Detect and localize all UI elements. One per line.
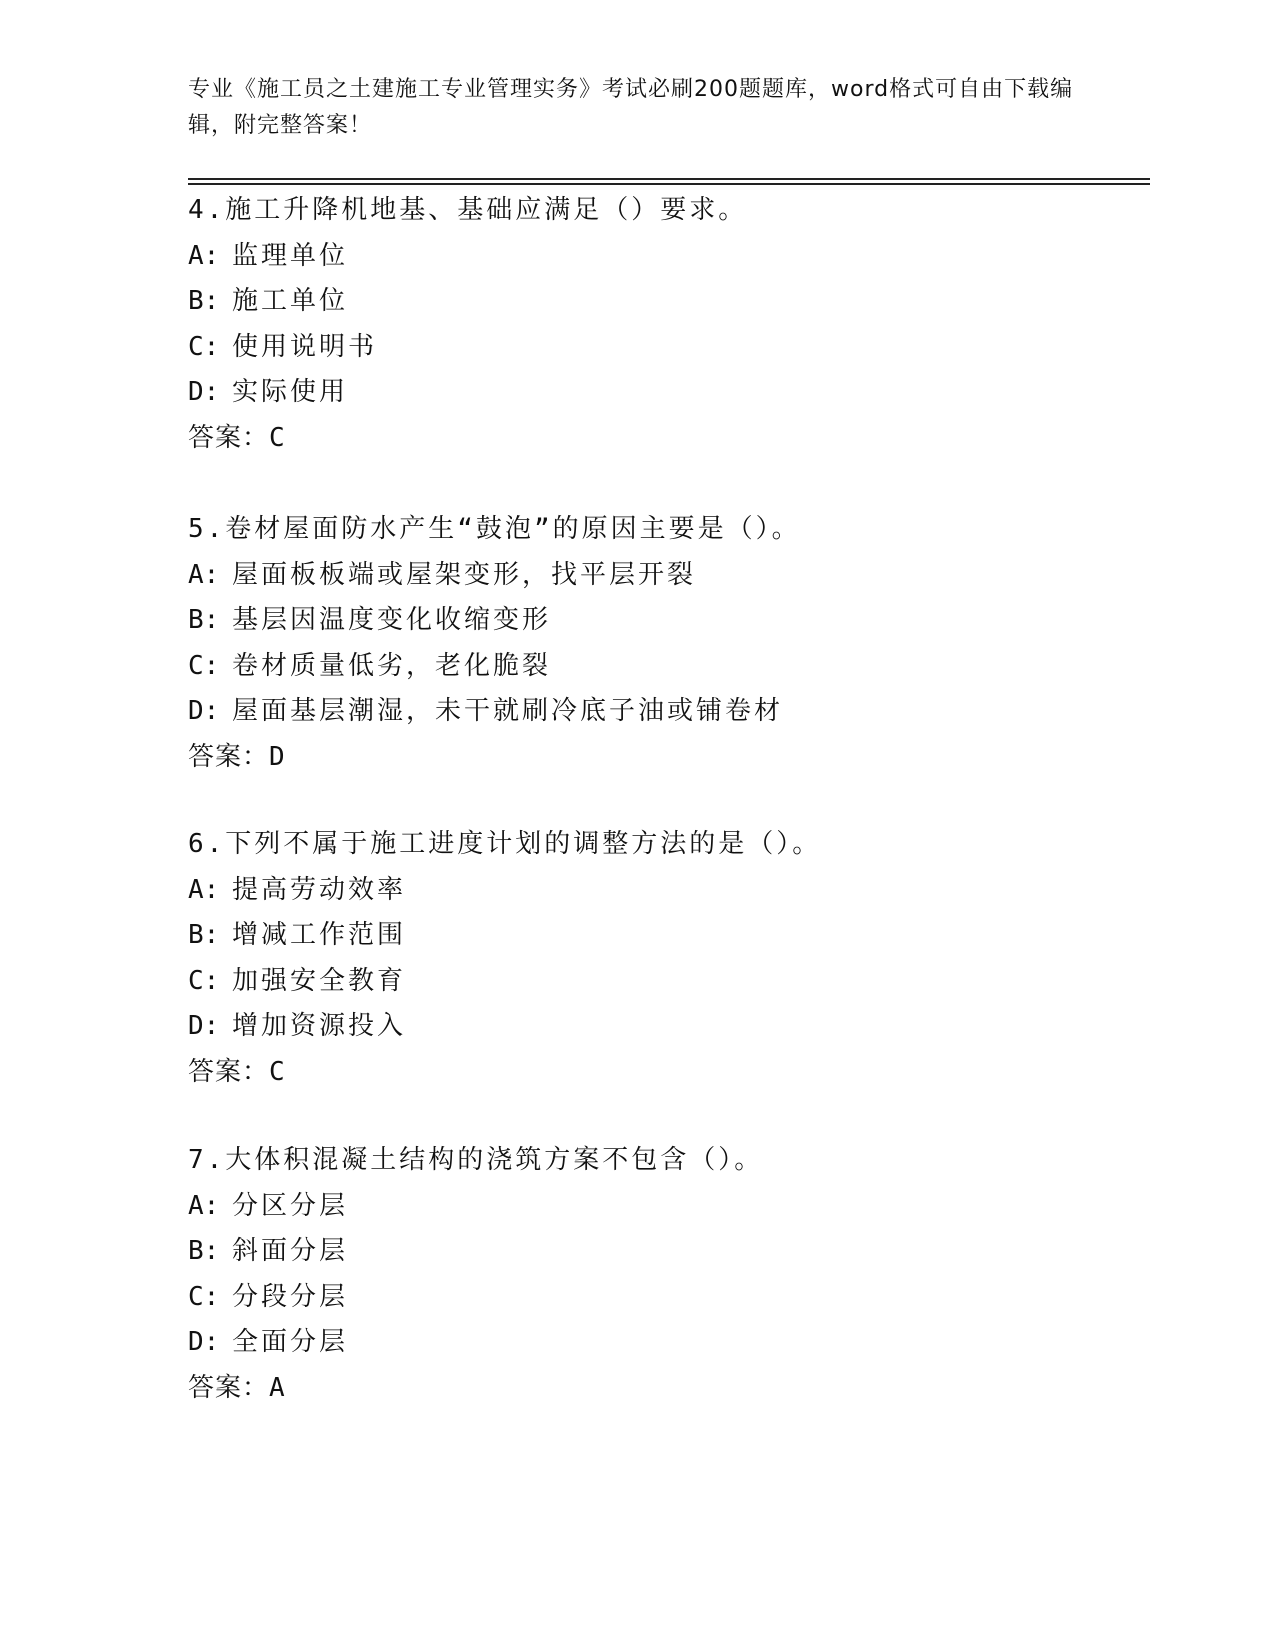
option-text: 使用说明书 [232, 331, 378, 362]
question-block [188, 822, 1148, 1095]
option-text: 增减工作范围 [232, 920, 407, 950]
option-label: A: [188, 559, 220, 590]
answer-value: C [269, 1056, 286, 1087]
option-text: 提高劳动效率 [232, 874, 407, 905]
option-c [188, 1275, 1148, 1321]
option-text: 基层因温度变化收缩变形 [232, 605, 552, 635]
option-label: D: [188, 1327, 220, 1357]
option-text: 屋面板板端或屋架变形，找平层开裂 [232, 559, 697, 590]
answer-prefix: 答案： [188, 422, 270, 453]
option-text: 屋面基层潮湿，未干就刷冷底子油或铺卷材 [232, 696, 784, 726]
option-text: 全面分层 [232, 1327, 349, 1357]
answer-line [188, 1366, 1148, 1412]
option-label: B: [188, 1236, 220, 1266]
header-divider-top [188, 178, 1150, 180]
answer-value: D [269, 741, 286, 772]
option-text: 实际使用 [232, 377, 349, 407]
option-b [188, 598, 1148, 644]
option-c [188, 325, 1148, 371]
option-text: 卷材质量低劣，老化脆裂 [232, 650, 552, 681]
option-label: B: [188, 605, 220, 635]
answer-value: A [269, 1372, 286, 1403]
question-title: 7.大体积混凝土结构的浇筑方案不包含（）。 [188, 1145, 764, 1175]
option-label: B: [188, 286, 220, 316]
option-label: C: [188, 1281, 220, 1312]
option-d [188, 1004, 1148, 1050]
answer-prefix: 答案： [188, 1372, 270, 1403]
option-b [188, 279, 1148, 325]
option-d [188, 370, 1148, 416]
option-a [188, 868, 1148, 914]
option-a [188, 234, 1148, 280]
option-label: D: [188, 1011, 220, 1041]
option-label: A: [188, 874, 220, 905]
option-text: 监理单位 [232, 240, 349, 271]
option-text: 增加资源投入 [232, 1011, 407, 1041]
option-c [188, 644, 1148, 690]
option-text: 加强安全教育 [232, 965, 407, 996]
option-label: D: [188, 377, 220, 407]
option-label: A: [188, 1190, 220, 1221]
option-label: C: [188, 965, 220, 996]
document-header: 专业《施工员之土建施工专业管理实务》考试必刷200题题库，word格式可自由下载编辑，附完整答案！ [188, 77, 1074, 138]
header-divider-bottom [188, 183, 1150, 185]
option-c [188, 959, 1148, 1005]
option-a [188, 1184, 1148, 1230]
answer-prefix: 答案： [188, 1056, 270, 1087]
answer-line [188, 735, 1148, 781]
answer-line [188, 1050, 1148, 1096]
option-label: C: [188, 650, 220, 681]
option-b [188, 1229, 1148, 1275]
option-b [188, 913, 1148, 959]
question-title: 4.施工升降机地基、基础应满足（）要求。 [188, 195, 748, 225]
question-title: 6.下列不属于施工进度计划的调整方法的是（）。 [188, 829, 822, 859]
option-text: 分区分层 [232, 1190, 349, 1221]
option-a [188, 553, 1148, 599]
option-d [188, 689, 1148, 735]
option-label: C: [188, 331, 220, 362]
option-label: D: [188, 696, 220, 726]
option-text: 分段分层 [232, 1281, 349, 1312]
option-label: B: [188, 920, 220, 950]
question-block [188, 1138, 1148, 1411]
answer-line [188, 416, 1148, 462]
answer-value: C [269, 422, 286, 453]
option-d [188, 1320, 1148, 1366]
option-text: 施工单位 [232, 286, 349, 316]
option-text: 斜面分层 [232, 1236, 349, 1266]
question-title: 5.卷材屋面防水产生“鼓泡”的原因主要是（）。 [188, 514, 801, 544]
option-label: A: [188, 240, 220, 271]
question-block [188, 507, 1148, 780]
answer-prefix: 答案： [188, 741, 270, 772]
question-block [188, 188, 1148, 461]
